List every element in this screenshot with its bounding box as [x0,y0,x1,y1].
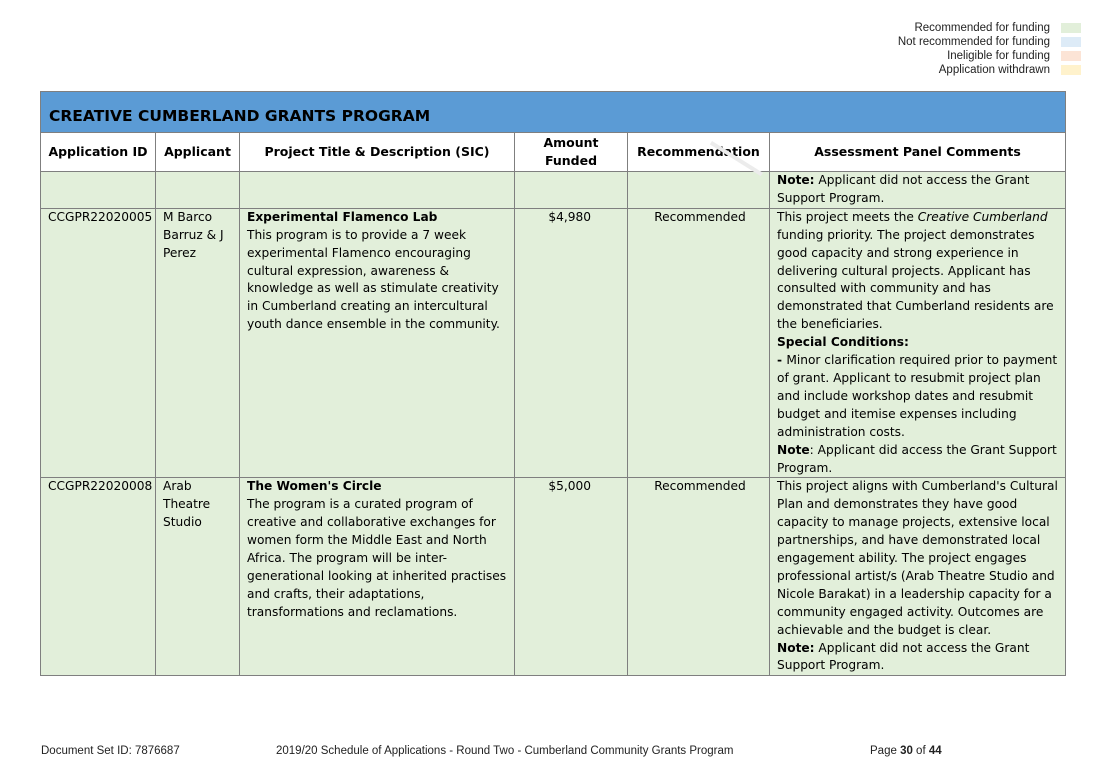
page-total: 44 [928,745,942,757]
special-text: Minor clarification required prior to payment of grant. Applicant to resubmit project plan and include workshop dates and resubmit budget and itemise expenses including administration costs. [777,353,1058,439]
table-row [41,208,1066,478]
legend-label: Application withdrawn [938,64,1050,76]
note-text: Applicant did not access the Grant Support Program. [777,173,1030,205]
cell-comments [770,478,1066,676]
header-project: Project Title & Description (SIC) [240,133,515,172]
legend-swatch-recommended [1061,23,1081,33]
project-description: The program is a curated program of creative and collaborative exchanges for women form the Middle East and North Africa. The program will be inter-generational looking at inherited practises and crafts, their adaptations, transformations and reclamations. [247,497,507,619]
legend-swatch-not-recommended [1061,37,1081,47]
cell-empty [515,172,628,209]
note-label: Note: [777,173,815,187]
comment-part: funding priority. The project demonstrates good capacity and strong experience in delivering cultural projects. Applicant has consulted with community and has demonstrated that Cumberland residents are the beneficiaries. [777,227,1054,332]
cell-applicant: M Barco Barruz & J Perez [156,208,240,478]
cell-amount: $5,000 [515,478,628,676]
header-applicant: Applicant [156,133,240,172]
comment-text [777,209,1061,334]
cell-recommendation: Recommended [628,478,770,676]
cell-empty [156,172,240,209]
legend-item-recommended [898,21,1081,35]
page-current: 30 [900,745,913,757]
note-text: : Applicant did access the Grant Support Program. [777,442,1057,475]
document-set-id: Document Set ID: 7876687 [41,745,180,757]
project-title: The Women's Circle [247,479,382,494]
note-label: Note [777,442,810,457]
table-row [41,478,1066,676]
header-application-id: Application ID [41,133,156,172]
cell-application-id: CCGPR22020008 [41,478,156,676]
legend-label: Ineligible for funding [947,50,1050,62]
page-number [870,745,942,757]
program-banner: CREATIVE CUMBERLAND GRANTS PROGRAM [41,92,1066,133]
header-amount: Amount Funded [515,133,628,172]
cell-project [240,478,515,676]
table-row-continued [41,172,1066,209]
document-title: 2019/20 Schedule of Applications - Round Two - Cumberland Community Grants Program [276,745,734,757]
cell-empty [240,172,515,209]
header-recommendation: Recommendation [628,133,770,172]
legend-item-not-recommended [898,35,1081,49]
cell-project [240,208,515,478]
table-header-row [41,133,1066,172]
note-text: Applicant did not access the Grant Support Program. [777,640,1030,673]
legend-item-ineligible [898,49,1081,63]
table-banner-row [41,92,1066,133]
special-conditions-label: Special Conditions: [777,335,909,350]
header-comments: Assessment Panel Comments [770,133,1066,172]
note [777,442,1061,478]
cell-empty [628,172,770,209]
legend-label: Not recommended for funding [897,36,1050,48]
special-dash: - [777,353,787,368]
cell-comments [770,172,1066,209]
page-of: of [912,745,929,757]
note-label: Note: [777,640,815,655]
legend-swatch-withdrawn [1061,65,1081,75]
legend-label: Recommended for funding [914,22,1050,34]
cell-applicant: Arab Theatre Studio [156,478,240,676]
cell-amount: $4,980 [515,208,628,478]
special-conditions-text [777,352,1061,442]
comment-part: This project meets the [777,209,918,224]
legend-item-withdrawn [898,63,1081,77]
cell-recommendation: Recommended [628,208,770,478]
project-description: This program is to provide a 7 week experimental Flamenco encouraging cultural expression, awareness & knowledge as well as stimulate creativity in Cumberland creating an intercultural youth dance ensemble in the community. [247,227,500,332]
funding-legend [898,21,1081,77]
cell-comments [770,208,1066,478]
comment-emphasis: Creative Cumberland [917,209,1048,224]
cell-empty [41,172,156,209]
cell-application-id: CCGPR22020005 [41,208,156,478]
legend-swatch-ineligible [1061,51,1081,61]
note [777,640,1061,676]
project-title: Experimental Flamenco Lab [247,209,438,224]
grants-table [40,91,1066,676]
page-prefix: Page [870,745,901,757]
comment-text: This project aligns with Cumberland's Cultural Plan and demonstrates they have good capacity to manage projects, extensive local partnerships, and have demonstrated local engagement ability. The project engages professional artist/s (Arab Theatre Studio and Nicole Barakat) in a leadership capacity for a community engaged activity. Outcomes are achievable and the budget is clear. [777,479,1058,637]
